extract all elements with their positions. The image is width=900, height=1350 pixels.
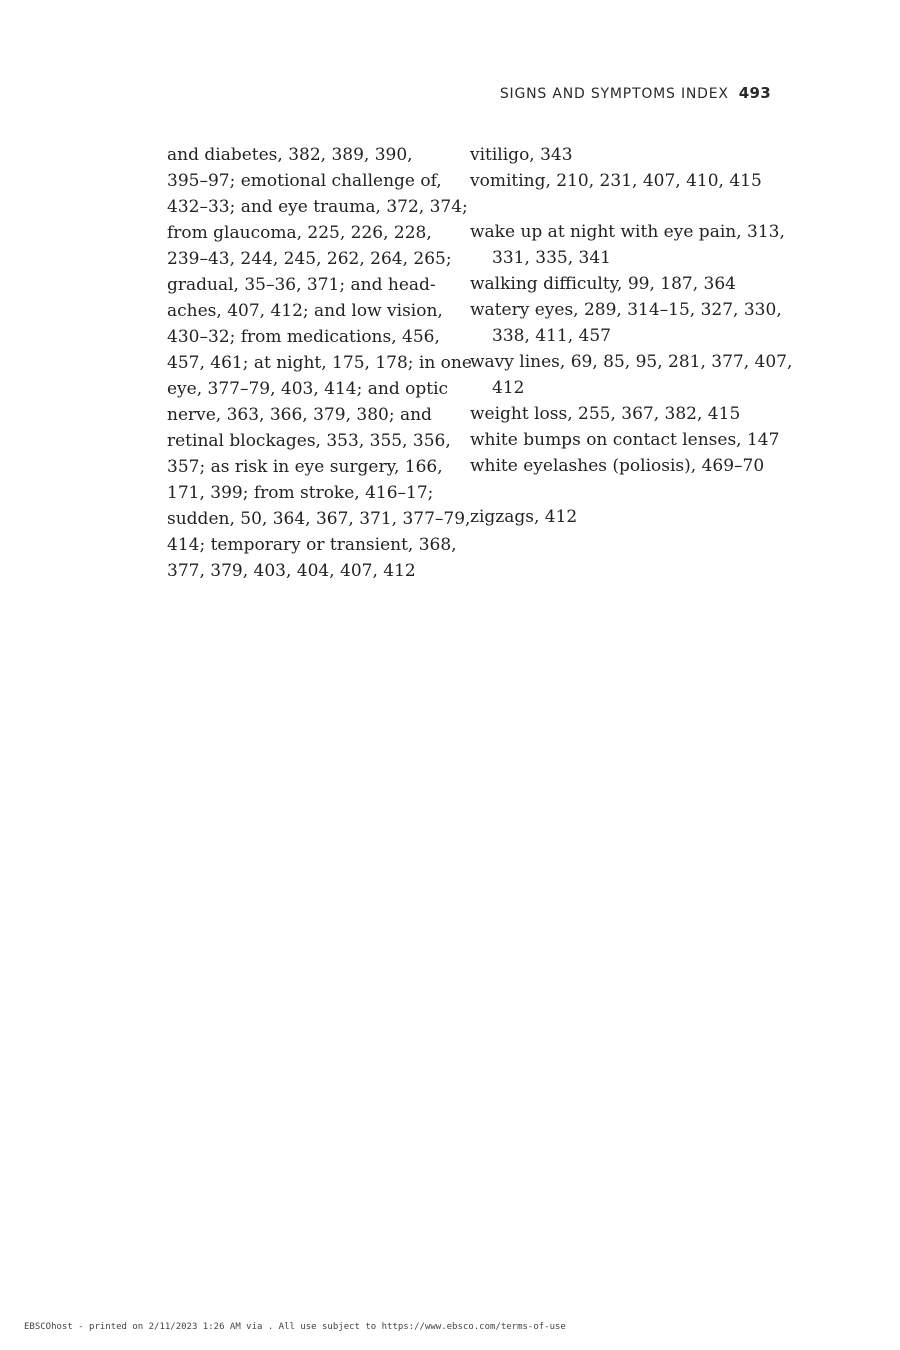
index-line: eye, 377–79, 403, 414; and optic <box>167 379 449 399</box>
entry-text: walking difficulty, 99, 187, 364 <box>470 274 736 294</box>
index-entry-weight-loss <box>470 401 780 427</box>
index-entry-vomiting <box>470 168 780 194</box>
index-line: 395–97; emotional challenge of, <box>167 171 442 191</box>
index-line: aches, 407, 412; and low vision, <box>167 301 443 321</box>
entry-text: wake up at night with eye pain, 313, <box>470 222 785 242</box>
running-header <box>500 84 771 102</box>
entry-continuation: 331, 335, 341 <box>492 248 611 268</box>
index-line: 171, 399; from stroke, 416–17; <box>167 483 434 503</box>
index-line: 414; temporary or transient, 368, <box>167 535 457 555</box>
index-line: sudden, 50, 364, 367, 371, 377–79, <box>167 509 471 529</box>
entry-text: weight loss, 255, 367, 382, 415 <box>470 404 741 424</box>
index-line: 239–43, 244, 245, 262, 264, 265; <box>167 249 452 269</box>
index-line: nerve, 363, 366, 379, 380; and <box>167 405 432 425</box>
index-entry-walking-difficulty <box>470 271 780 297</box>
index-line: 357; as risk in eye surgery, 166, <box>167 457 443 477</box>
index-column-right <box>470 142 793 530</box>
letter-group-gap <box>470 479 780 504</box>
index-line: 432–33; and eye trauma, 372, 374; <box>167 197 468 217</box>
entry-text: white bumps on contact lenses, 147 <box>470 430 780 450</box>
entry-text: vomiting, 210, 231, 407, 410, 415 <box>470 171 762 191</box>
letter-group-gap <box>470 194 780 219</box>
index-column-left <box>167 142 472 584</box>
index-line: and diabetes, 382, 389, 390, <box>167 145 413 165</box>
index-entry-wavy-lines <box>470 349 793 401</box>
header-title: SIGNS AND SYMPTOMS INDEX <box>499 86 729 102</box>
index-line: 457, 461; at night, 175, 178; in one <box>167 353 472 373</box>
index-entry-zigzags <box>470 504 780 530</box>
index-entry-vitiligo <box>470 142 780 168</box>
index-entry-watery-eyes <box>470 297 780 349</box>
entry-text: watery eyes, 289, 314–15, 327, 330, <box>470 300 782 320</box>
entry-text: vitiligo, 343 <box>470 145 573 165</box>
ebsco-footer: EBSCOhost - printed on 2/11/2023 1:26 AM via . All use subject to https://www.ebsco.com/terms-of-use <box>24 1322 566 1332</box>
entry-text: white eyelashes (poliosis), 469–70 <box>470 456 765 476</box>
index-line: from glaucoma, 225, 226, 228, <box>167 223 432 243</box>
index-entry-wake-up-at-night <box>470 219 785 271</box>
page-number: 493 <box>738 84 771 102</box>
entry-continuation: 338, 411, 457 <box>492 326 611 346</box>
entry-text: zigzags, 412 <box>470 507 578 527</box>
index-entry-white-eyelashes <box>470 453 780 479</box>
index-line: 377, 379, 403, 404, 407, 412 <box>167 561 416 581</box>
entry-text: wavy lines, 69, 85, 95, 281, 377, 407, <box>470 352 793 372</box>
index-line: retinal blockages, 353, 355, 356, <box>167 431 451 451</box>
index-line: gradual, 35–36, 371; and head- <box>167 275 436 295</box>
index-line: 430–32; from medications, 456, <box>167 327 440 347</box>
index-entry-white-bumps <box>470 427 780 453</box>
entry-continuation: 412 <box>492 378 525 398</box>
